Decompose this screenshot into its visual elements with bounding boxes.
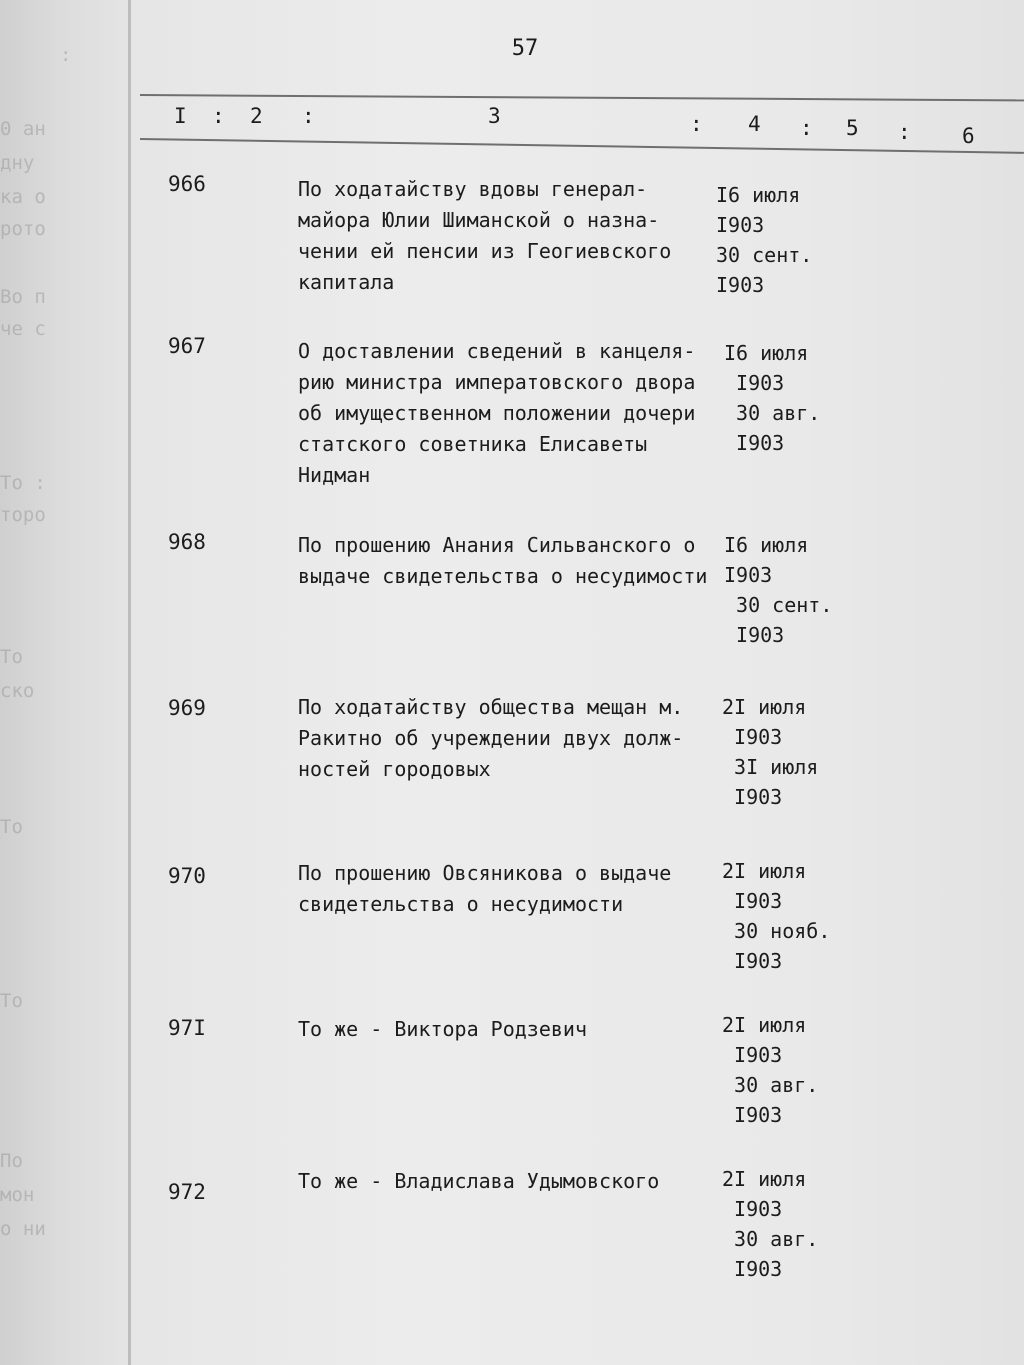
bleed-fragment: о ни	[0, 1218, 46, 1240]
bleed-fragment: Во п	[0, 286, 46, 308]
bleed-fragment: То	[0, 990, 23, 1012]
header-bottom-rule	[140, 138, 1024, 154]
bleed-fragment: ка о	[0, 186, 46, 208]
bleed-fragment: 0 ан	[0, 118, 46, 140]
entry-description: По прошению Анания Сильванского о выдаче свидетельства о несудимости	[298, 533, 708, 588]
bleed-fragment: че с	[0, 318, 46, 340]
entry-number: 972	[168, 1180, 206, 1204]
bleed-fragment: мон	[0, 1184, 35, 1206]
entry-number: 969	[168, 696, 206, 720]
bleed-fragment: дну	[0, 152, 35, 174]
entry-description: То же - Виктора Родзевич	[298, 1017, 587, 1041]
bleed-fragment: То	[0, 816, 23, 838]
entry-description: По ходатайству общества мещан м. Ракитно об учреждении двух долж- ностей городовых	[298, 695, 684, 781]
bleed-fragment: :	[60, 44, 72, 66]
column-separator: :	[898, 120, 911, 144]
entry-number: 968	[168, 530, 206, 554]
bleed-fragment: То :	[0, 472, 46, 494]
bleed-fragment: торо	[0, 504, 46, 526]
entry-dates: I6 июля I903 30 сент. I903	[716, 183, 813, 297]
column-separator: :	[800, 116, 813, 140]
column-header-4: 4	[748, 112, 761, 136]
entry-dates: I6 июля I903 30 авг. I903	[724, 341, 821, 455]
column-header-3: 3	[488, 104, 501, 128]
entry-description: По ходатайству вдовы генерал- майора Юлии Шиманской о назна- чении ей пенсии из Геогиевского капитала	[298, 177, 672, 294]
facing-page-edge	[128, 0, 131, 1365]
entry-dates: 2I июля I903 3I июля I903	[722, 695, 819, 809]
column-separator: :	[212, 104, 225, 128]
entry-number: 970	[168, 864, 206, 888]
bleed-fragment: рото	[0, 218, 46, 240]
page-number: 57	[511, 36, 539, 61]
entry-description: То же - Владислава Удымовского	[298, 1169, 660, 1193]
entry-dates: 2I июля I903 30 авг. I903	[722, 1013, 819, 1127]
bleed-fragment: То	[0, 646, 23, 668]
column-header-1: I	[174, 104, 187, 128]
entry-number: 97I	[168, 1016, 206, 1040]
column-header-5: 5	[846, 116, 859, 140]
entry-description: По прошению Овсяникова о выдаче свидетельства о несудимости	[298, 861, 672, 916]
entry-dates: I6 июля I903 30 сент. I903	[724, 533, 833, 647]
entry-number: 967	[168, 334, 206, 358]
column-separator: :	[302, 104, 315, 128]
entry-dates: 2I июля I903 30 нояб. I903	[722, 859, 831, 973]
column-header-6: 6	[962, 124, 975, 148]
bleed-fragment: ско	[0, 680, 35, 702]
header-top-rule	[140, 94, 1024, 101]
entry-number: 966	[168, 172, 206, 196]
entry-description: О доставлении сведений в канцеля- рию министра императовского двора об имущественном положении дочери статского советника Елисаветы Нидман	[298, 339, 696, 487]
column-header-2: 2	[250, 104, 263, 128]
column-separator: :	[690, 112, 703, 136]
bleed-fragment: По	[0, 1150, 23, 1172]
entry-dates: 2I июля I903 30 авг. I903	[722, 1167, 819, 1281]
